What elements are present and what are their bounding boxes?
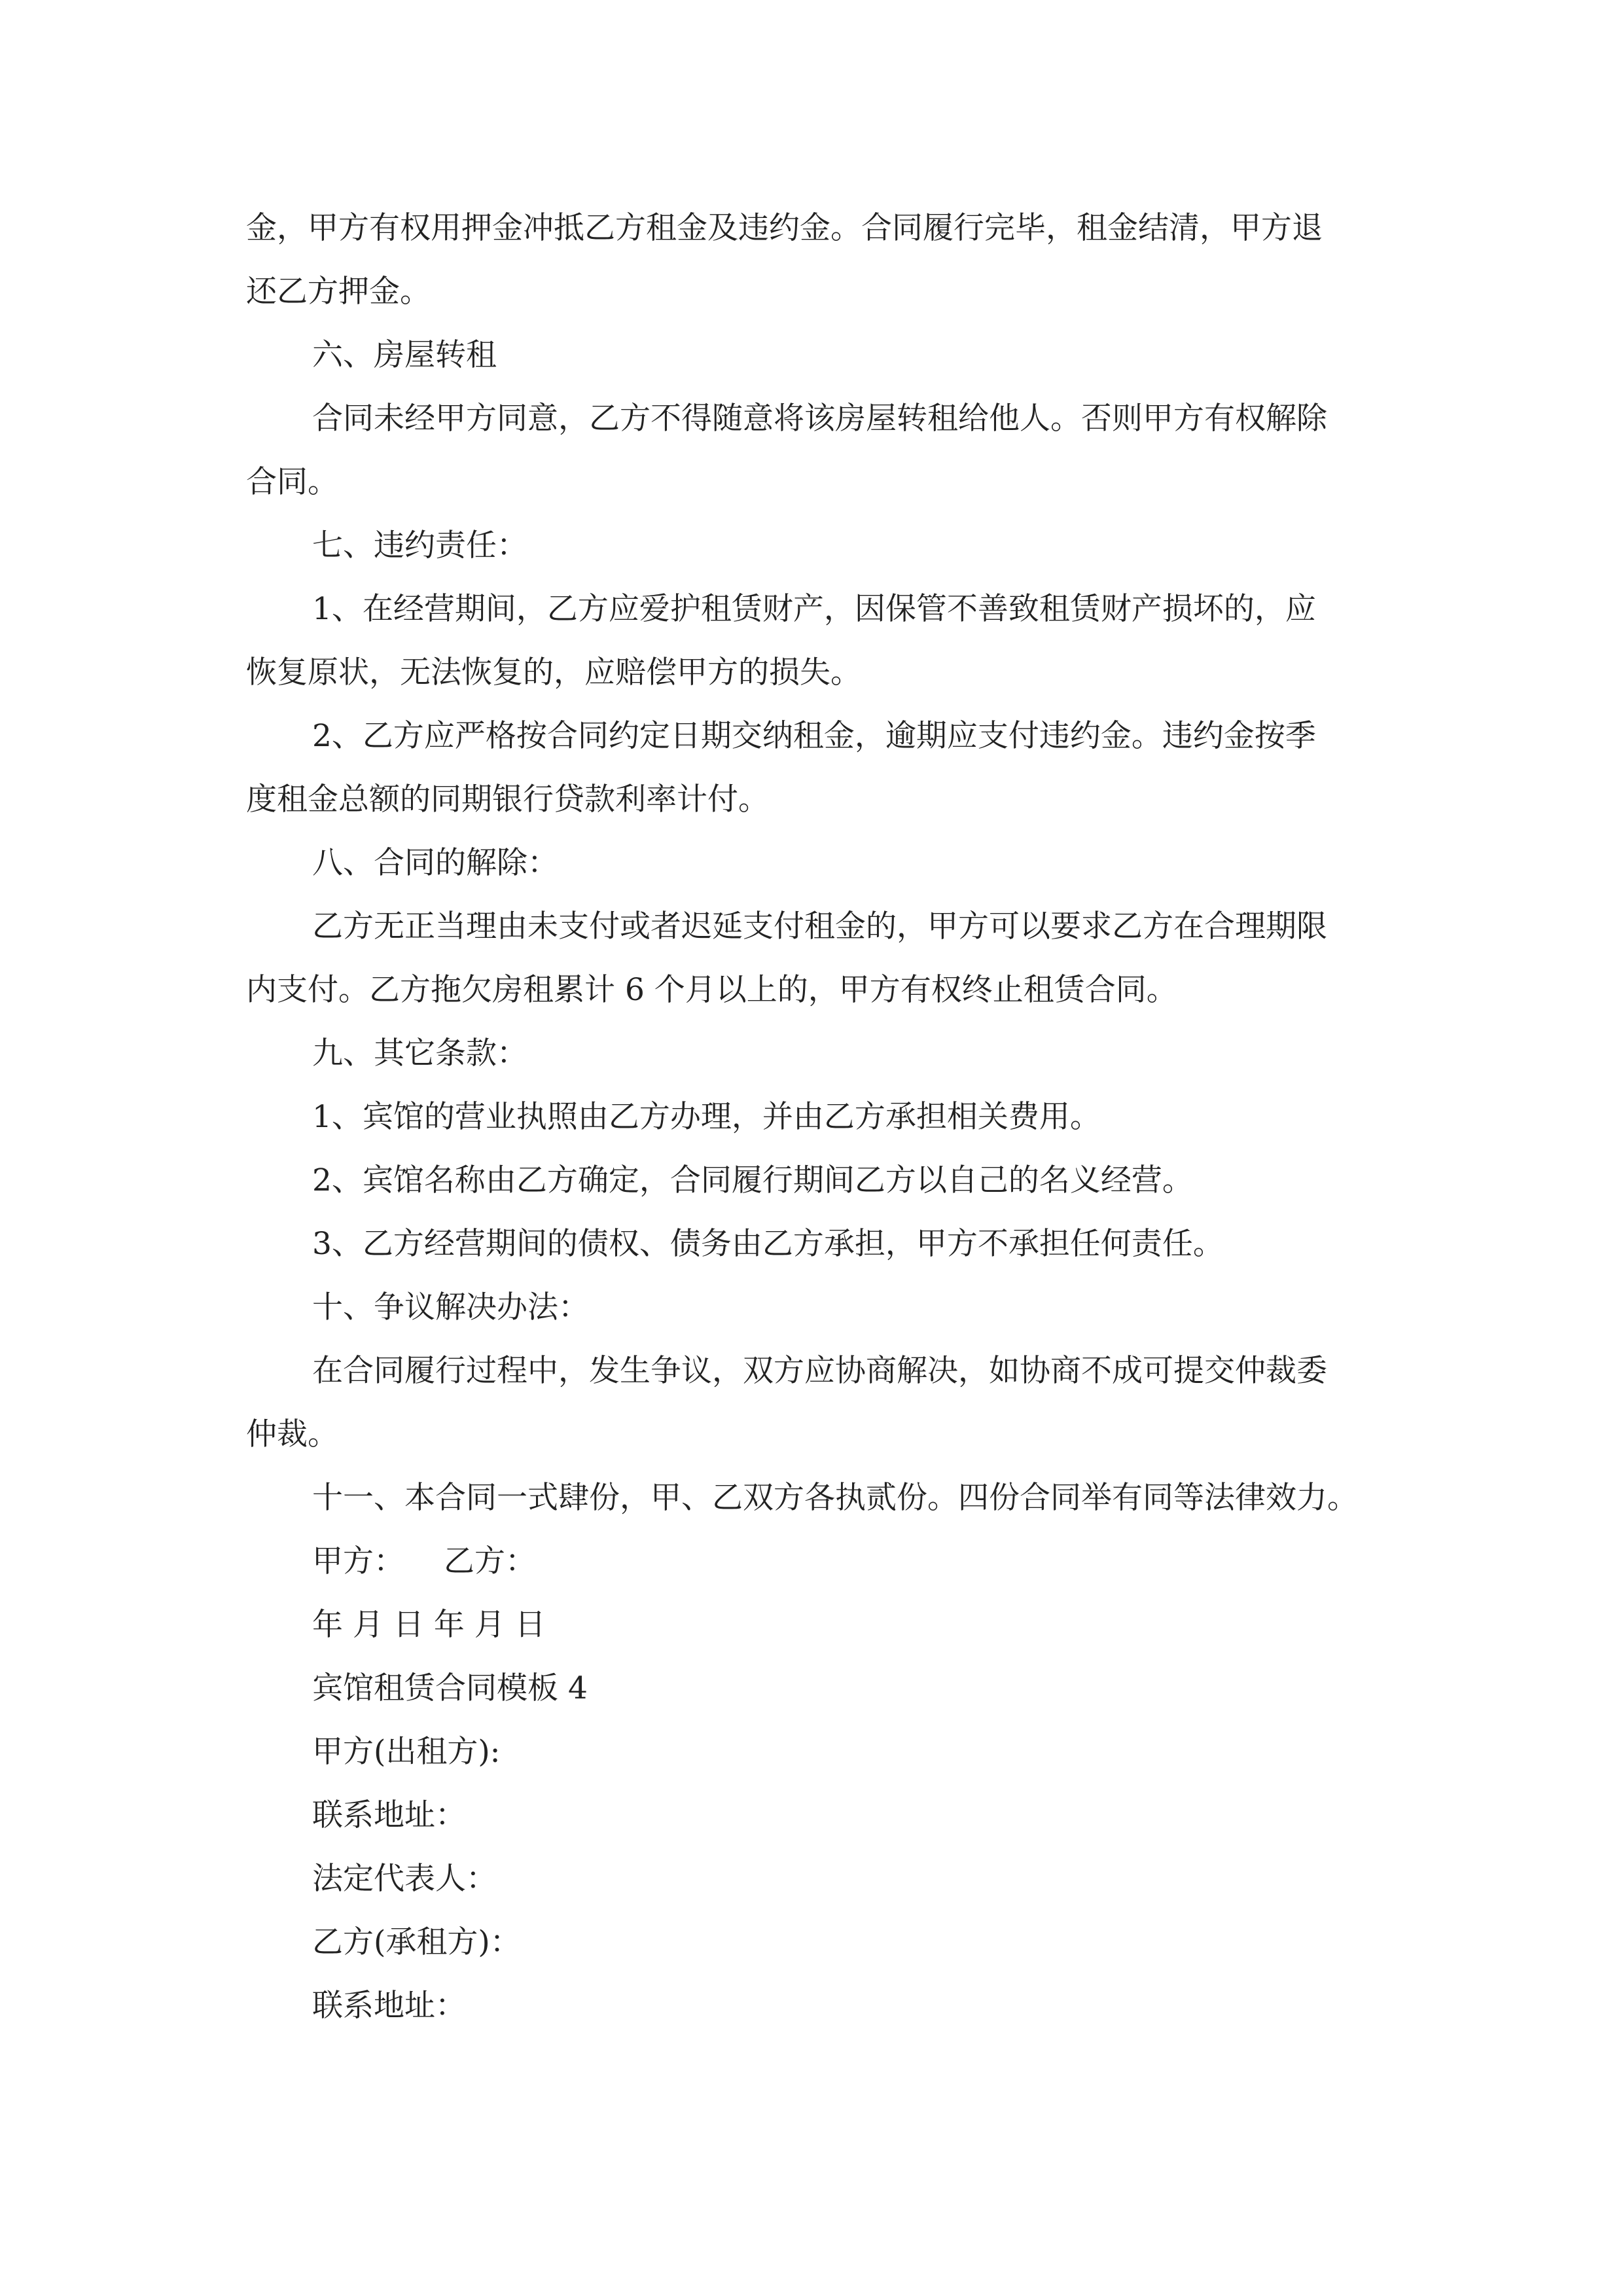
field-legal-representative [246, 1847, 1378, 1910]
signature-date-line [246, 1593, 1378, 1657]
text-line: 还乙方押金。 [246, 274, 431, 310]
heading-sublease [246, 323, 1378, 387]
field-label: 联系地址： [312, 1797, 466, 1833]
heading-text: 六、房屋转租 [312, 337, 497, 373]
heading-text: 九、其它条款： [312, 1035, 527, 1071]
paragraph-copies [246, 1466, 1378, 1530]
field-lessee-address [246, 1974, 1378, 2037]
field-lessor [246, 1720, 1378, 1784]
text-line: 内支付。乙方拖欠房租累计 6 个月以上的，甲方有权终止租赁合同。 [246, 972, 1177, 1008]
text-line: 2、乙方应严格按合同约定日期交纳租金，逾期应支付违约金。违约金按季 [312, 718, 1316, 754]
paragraph-sublease [246, 387, 1378, 514]
text-line: 在合同履行过程中，发生争议，双方应协商解决，如协商不成可提交仲裁委 [312, 1353, 1327, 1389]
text-line: 度租金总额的同期银行贷款利率计付。 [246, 781, 769, 817]
paragraph-deposit [246, 196, 1378, 323]
paragraph-termination [246, 895, 1378, 1022]
paragraph-liability-2 [246, 704, 1378, 831]
heading-liability [246, 514, 1378, 577]
text-line: 3、乙方经营期间的债权、债务由乙方承担，甲方不承担任何责任。 [312, 1226, 1224, 1262]
heading-other-terms [246, 1022, 1378, 1085]
template-title-text: 宾馆租赁合同模板 4 [312, 1670, 588, 1706]
field-label: 乙方(承租方)： [312, 1924, 521, 1960]
text-line: 合同。 [246, 464, 338, 500]
heading-text: 八、合同的解除： [312, 845, 558, 881]
party-a-label: 甲方： [312, 1543, 404, 1579]
paragraph-other-1 [246, 1085, 1378, 1149]
paragraph-other-2 [246, 1149, 1378, 1212]
text-line: 1、在经营期间，乙方应爱护租赁财产，因保管不善致租赁财产损坏的，应 [312, 591, 1316, 627]
text-line: 合同未经甲方同意，乙方不得随意将该房屋转租给他人。否则甲方有权解除 [312, 401, 1327, 437]
paragraph-other-3 [246, 1212, 1378, 1276]
heading-termination [246, 831, 1378, 895]
template-title [246, 1657, 1378, 1720]
date-line: 年 月 日 年 月 日 [312, 1607, 546, 1643]
field-label: 甲方(出租方): [312, 1734, 501, 1770]
heading-text: 七、违约责任： [312, 528, 527, 564]
field-lessee [246, 1910, 1378, 1974]
document-body [246, 196, 1378, 2037]
signature-parties [246, 1530, 1378, 1593]
heading-text: 十、争议解决办法： [312, 1289, 589, 1325]
field-label: 法定代表人： [312, 1861, 497, 1897]
paragraph-liability-1 [246, 577, 1378, 704]
text-line: 仲裁。 [246, 1416, 338, 1452]
party-b-label: 乙方： [444, 1543, 536, 1579]
text-line: 2、宾馆名称由乙方确定，合同履行期间乙方以自己的名义经营。 [312, 1162, 1193, 1198]
text-line: 金，甲方有权用押金冲抵乙方租金及违约金。合同履行完毕，租金结清，甲方退 [246, 210, 1323, 246]
field-lessor-address [246, 1784, 1378, 1847]
text-line: 1、宾馆的营业执照由乙方办理，并由乙方承担相关费用。 [312, 1099, 1101, 1135]
text-line: 恢复原状，无法恢复的，应赔偿甲方的损失。 [246, 655, 861, 691]
paragraph-dispute [246, 1339, 1378, 1466]
text-line: 乙方无正当理由未支付或者迟延支付租金的，甲方可以要求乙方在合理期限 [312, 908, 1327, 944]
heading-dispute [246, 1276, 1378, 1339]
field-label: 联系地址： [312, 1988, 466, 2024]
text-line: 十一、本合同一式肆份，甲、乙双方各执贰份。四份合同举有同等法律效力。 [312, 1480, 1358, 1516]
